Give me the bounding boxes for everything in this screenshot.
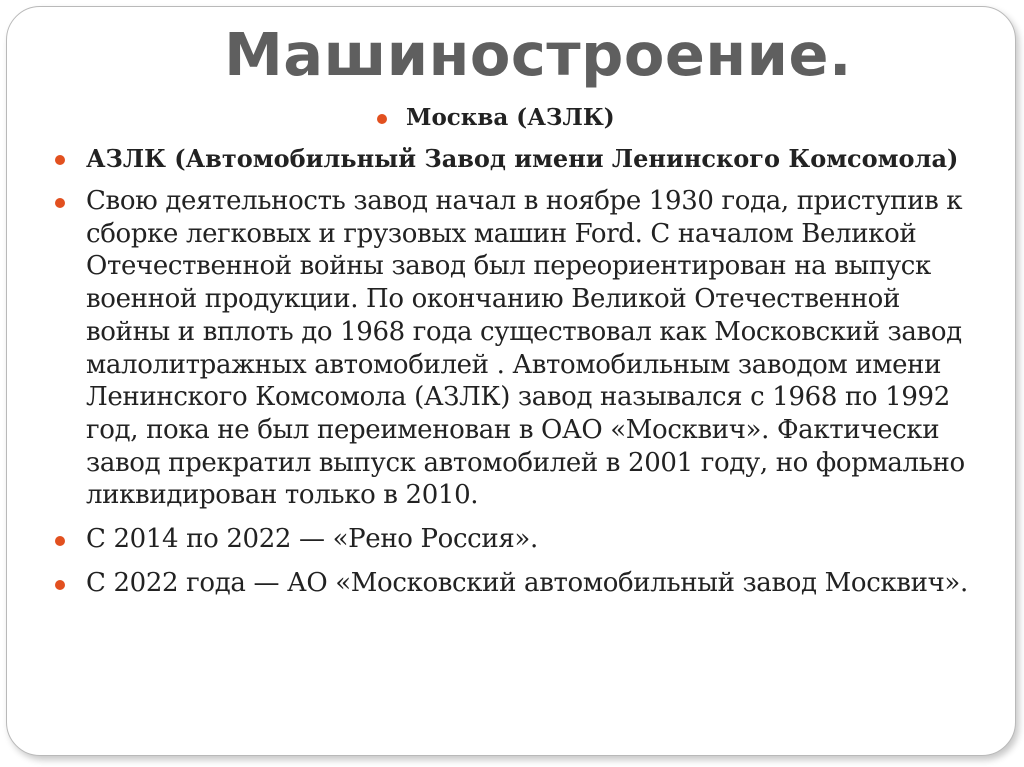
list-item [55,567,975,600]
list-item [55,185,975,512]
list-item-text: Свою деятельность завод начал в ноябре 1930 года, приступив к сборке легковых и грузовых машин Ford. С началом Великой Отечественной войны завод был переориентирован на выпуск военной продукции. По окончанию Великой Отечественной войны и вплоть до 1968 года существовал как Московский завод малолитражных автомобилей . Автомобильным заводом имени Ленинского Комсомола (АЗЛК) завод назывался с 1968 по 1992 год, пока не был переименован в ОАО «Москвич». Фактически завод прекратил выпуск автомобилей в 2001 году, но формально ликвидирован только в 2010. [86,186,965,511]
slide-content [55,100,975,600]
list-item-text: АЗЛК (Автомобильный Завод имени Ленинского Комсомола) [86,144,959,173]
list-item-text: С 2014 по 2022 — «Рено Россия». [86,524,538,555]
bullet-dot-icon [55,536,65,546]
bullet-dot-icon [55,198,65,208]
slide-title: Машиностроение. [224,20,852,89]
bullet-dot-icon [377,114,387,124]
bullet-dot-icon [55,155,65,165]
list-item-text: С 2022 года — АО «Московский автомобильный завод Москвич». [86,568,968,599]
subtitle-item [377,100,975,140]
list-item [55,143,975,175]
subtitle-text: Москва (АЗЛК) [406,104,615,131]
bullet-dot-icon [55,580,65,590]
list-item [55,523,975,556]
